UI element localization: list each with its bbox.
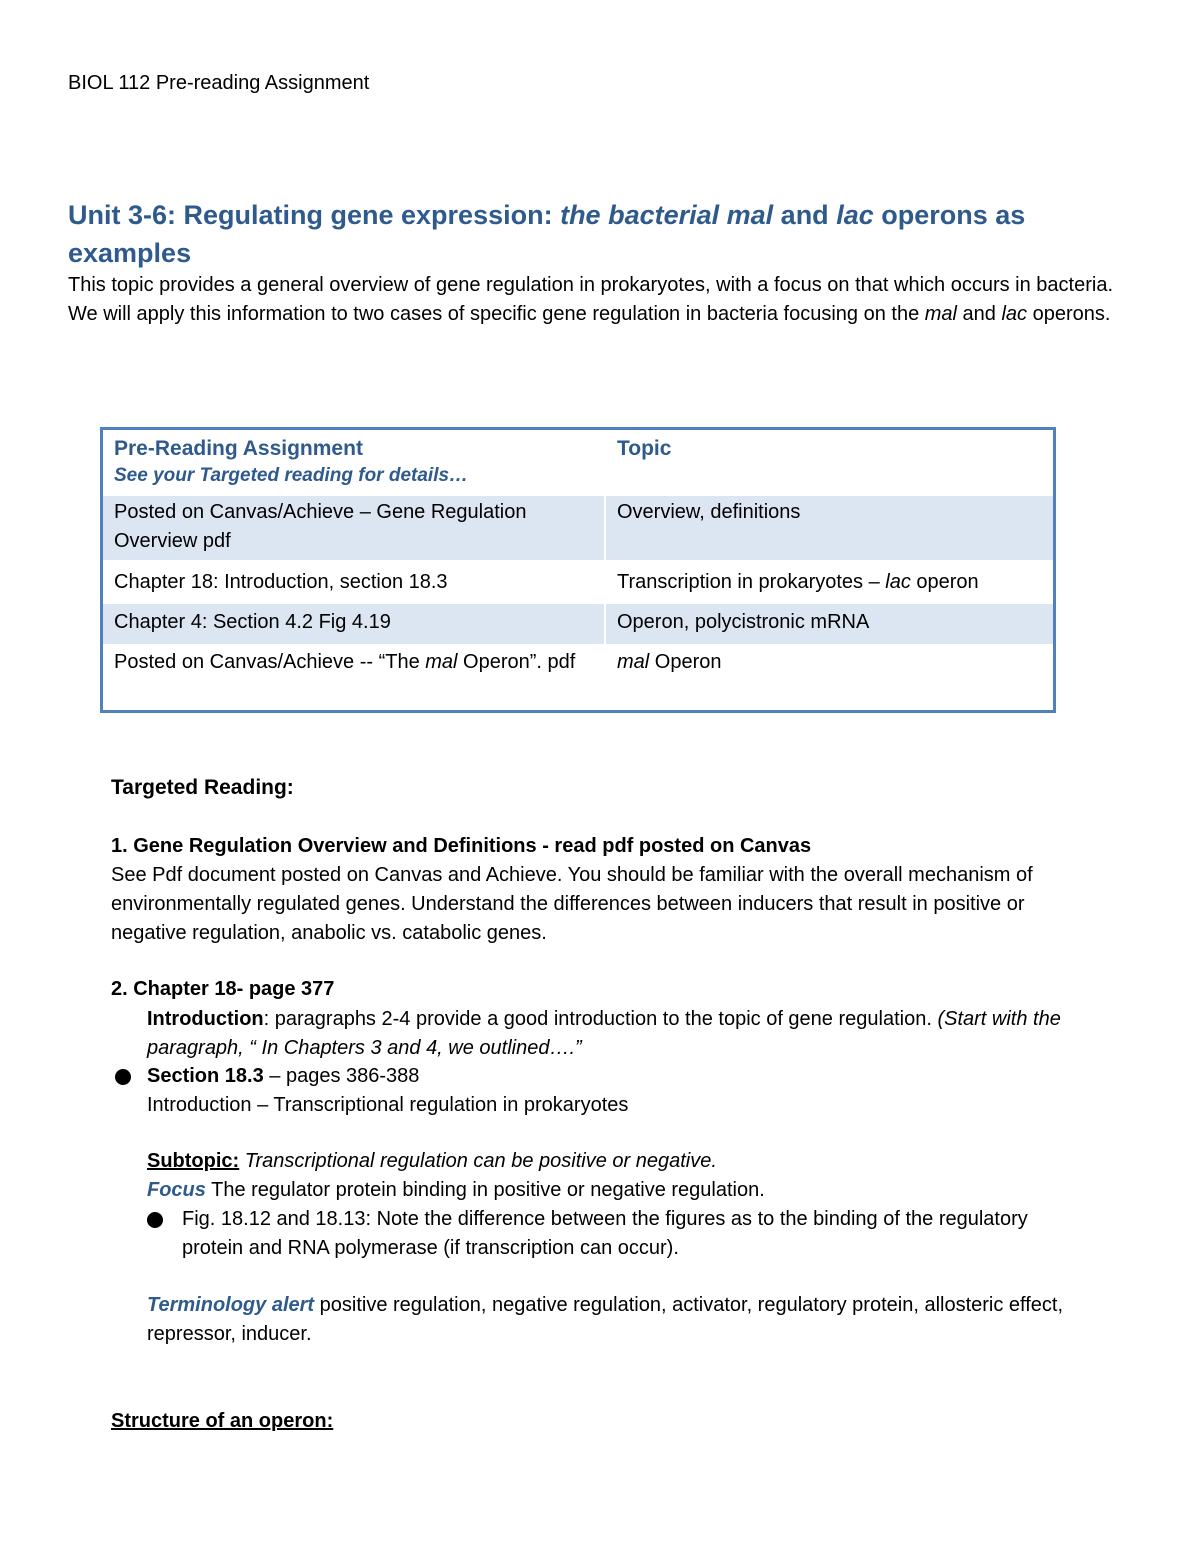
focus-line xyxy=(147,1176,765,1205)
title-part-4: lac xyxy=(836,200,874,230)
intro-lac: lac xyxy=(1001,303,1028,325)
page-title xyxy=(68,196,1128,272)
intro-text: This topic provides a general overview of gene regulation in prokaryotes, with a focus on that which occurs in bacteria. We will apply this information to two cases of specific gene regulation in bacteria focusing on the xyxy=(68,274,1113,325)
topic-italic: lac xyxy=(885,571,911,593)
assignment-cell: Chapter 4: Section 4.2 Fig 4.19 xyxy=(102,604,606,644)
assignment-italic: mal xyxy=(425,651,458,673)
topic-italic: mal xyxy=(617,651,650,673)
bullet-icon xyxy=(147,1212,163,1228)
assignment-cell xyxy=(102,644,606,712)
intro-label: Introduction xyxy=(147,1008,264,1030)
header-assignment-label: Pre-Reading Assignment xyxy=(114,437,363,460)
subtopic-label: Subtopic: xyxy=(147,1150,240,1172)
pre-reading-table xyxy=(100,427,1056,713)
header-topic-label: Topic xyxy=(617,437,672,460)
targeted-reading-heading: Targeted Reading: xyxy=(111,776,294,799)
topic-text: Transcription in prokaryotes – xyxy=(617,571,886,593)
assignment-cell: Chapter 18: Introduction, section 18.3 xyxy=(102,560,606,604)
subtopic-line xyxy=(147,1147,717,1176)
intro-and: and xyxy=(957,303,1002,325)
intro-paragraph xyxy=(68,271,1128,329)
structure-heading: Structure of an operon: xyxy=(111,1410,334,1432)
title-part-3: and xyxy=(773,200,837,230)
title-part-2: the bacterial mal xyxy=(560,200,774,230)
focus-text: The regulator protein binding in positive or negative regulation. xyxy=(205,1179,765,1201)
fig-note: Fig. 18.12 and 18.13: Note the difference between the figures as to the binding of the regulatory protein and RNA polymerase (if transcription can occur). xyxy=(182,1208,1028,1259)
table-row xyxy=(102,604,1055,644)
intro-detail: : paragraphs 2-4 provide a good introduction to the topic of gene regulation. xyxy=(263,1008,938,1030)
table-row xyxy=(102,644,1055,712)
title-part-5: operons as examples xyxy=(68,200,1026,268)
section-pages: – pages 386-388 xyxy=(263,1065,420,1087)
table-row xyxy=(102,560,1055,604)
terminology-label: Terminology alert xyxy=(147,1294,315,1316)
topic-cell xyxy=(605,560,1055,604)
topic-cell: Operon, polycistronic mRNA xyxy=(605,604,1055,644)
assignment-text: Posted on Canvas/Achieve -- “The xyxy=(114,651,426,673)
table-row xyxy=(102,496,1055,560)
document-header: BIOL 112 Pre-reading Assignment xyxy=(68,72,370,94)
subtopic-text: Transcriptional regulation can be positive or negative. xyxy=(239,1150,717,1172)
focus-label: Focus xyxy=(147,1179,206,1201)
topic-cell xyxy=(605,644,1055,712)
assignment-cell: Posted on Canvas/Achieve – Gene Regulation Overview pdf xyxy=(102,496,606,560)
title-part-1: Unit 3-6: Regulating gene expression: xyxy=(68,200,561,230)
intro-end: operons. xyxy=(1027,303,1111,325)
section-18-3 xyxy=(147,1062,419,1091)
section-sub: Introduction – Transcriptional regulation in prokaryotes xyxy=(147,1094,629,1116)
item1-body: See Pdf document posted on Canvas and Achieve. You should be familiar with the overall mechanism of environmentally regulated genes. Understand the differences between inducers that result in positive or negative regulation, anabolic vs. catabolic genes. xyxy=(111,864,1033,944)
terminology-alert xyxy=(147,1291,1097,1349)
intro-italic-note: (Start with the paragraph, “ In Chapters 3 and 4, we outlined….” xyxy=(147,1008,1061,1059)
topic-text-end: operon xyxy=(910,571,979,593)
item1-title: 1. Gene Regulation Overview and Definitions - read pdf posted on Canvas xyxy=(111,835,812,857)
assignment-text-end: Operon”. pdf xyxy=(457,651,576,673)
topic-text-end: Operon xyxy=(649,651,722,673)
section-label: Section 18.3 xyxy=(147,1065,264,1087)
header-cell-topic xyxy=(605,429,1055,497)
intro-mal: mal xyxy=(924,303,957,325)
item2-title: 2. Chapter 18- page 377 xyxy=(111,978,335,1000)
bullet-icon xyxy=(115,1069,131,1085)
chapter18-intro xyxy=(147,1005,1097,1063)
topic-cell: Overview, definitions xyxy=(605,496,1055,560)
header-cell-assignment xyxy=(102,429,606,497)
table-header-row xyxy=(102,429,1055,497)
terminology-text: positive regulation, negative regulation, activator, regulatory protein, allosteric effect, repressor, inducer. xyxy=(147,1294,1064,1345)
header-assignment-sub: See your Targeted reading for details… xyxy=(114,465,469,486)
